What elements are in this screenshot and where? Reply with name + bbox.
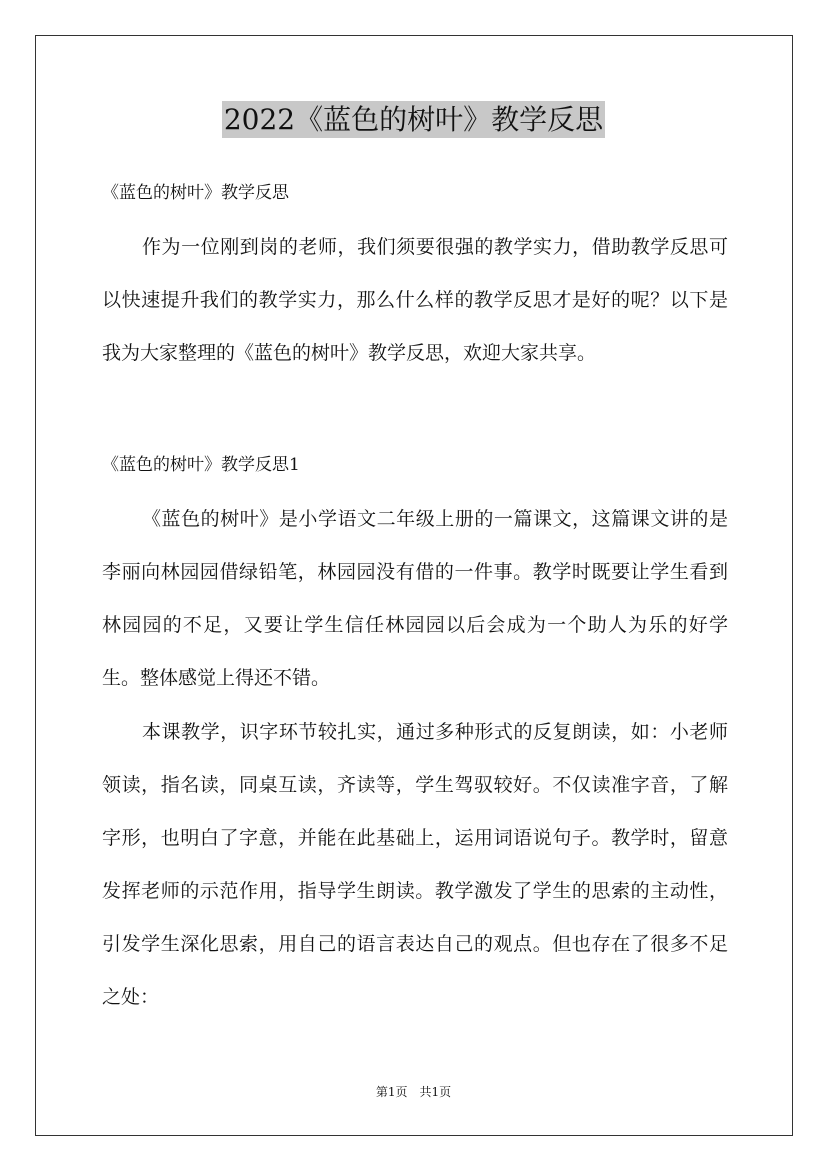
section1-paragraph-2: 本课教学，识字环节较扎实，通过多种形式的反复朗读，如：小老师领读，指名读，同桌互读，齐读等，学生驾驭较好。不仅读准字音，了解字形，也明白了字意，并能在此基础上，运用词语说句子。教学时，留意发挥老师的示范作用，指导学生朗读。教学激发了学生的思索的主动性，引发学生深化思索，用自己的语言表达自己的观点。但也存在了很多不足之处： — [102, 721, 728, 1008]
document-title: 2022《蓝色的树叶》教学反思 — [223, 103, 604, 136]
section1-paragraph-1: 《蓝色的树叶》是小学语文二年级上册的一篇课文，这篇课文讲的是李丽向林园园借绿铅笔，林园园没有借的一件事。教学时既要让学生看到林园园的不足，又要让学生信任林园园以后会成为一个助人为乐的好学生。整体感觉上得还不错。 — [102, 508, 728, 689]
page-footer: 第1页 共1页 — [375, 1085, 452, 1099]
section1-heading: 《蓝色的树叶》教学反思1 — [102, 455, 300, 475]
document-subtitle: 《蓝色的树叶》教学反思 — [102, 183, 289, 203]
document-title-wrapper — [0, 100, 827, 140]
intro-paragraph: 作为一位刚到岗的老师，我们须要很强的教学实力，借助教学反思可以快速提升我们的教学实力，那么什么样的教学反思才是好的呢？以下是我为大家整理的《蓝色的树叶》教学反思，欢迎大家共享。 — [102, 236, 728, 364]
